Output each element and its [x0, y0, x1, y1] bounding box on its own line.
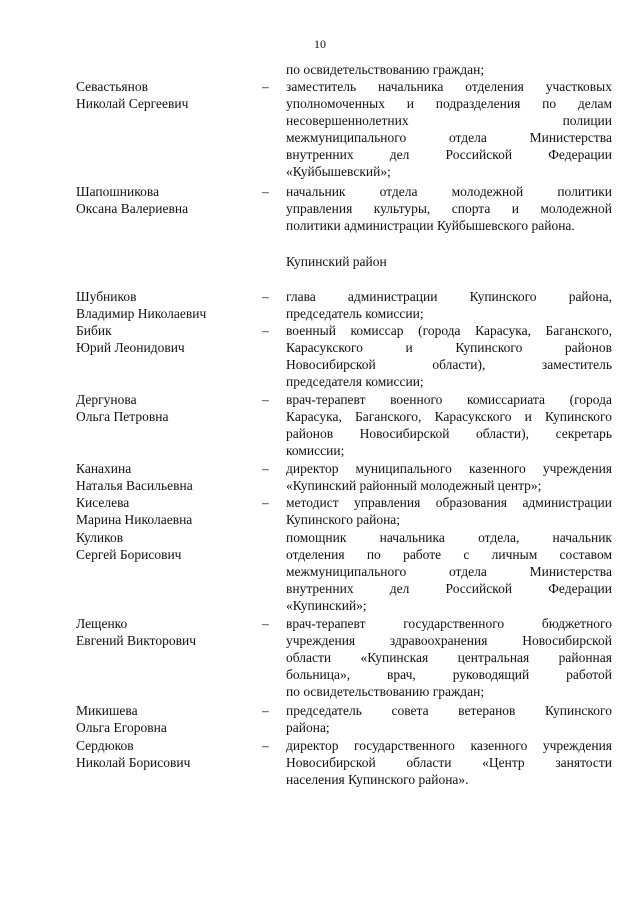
member-description: военный комиссар (города Карасука, Баганского, Карасукского и Купинского районов Новосибирской области), заместитель председателя комиссии; — [286, 323, 612, 389]
member-name: Дергунова Ольга Петровна — [76, 392, 169, 424]
member-name: Шапошникова Оксана Валериевна — [76, 184, 189, 216]
dash: – — [262, 289, 269, 304]
member-name: Сердюков Николай Борисович — [76, 738, 191, 770]
member-description: глава администрации Купинского района, председатель комиссии; — [286, 289, 612, 321]
member-description: методист управления образования администрации Купинского района; — [286, 495, 612, 527]
member-description: начальник отдела молодежной политики управления культуры, спорта и молодежной политики администрации Куйбышевского района. — [286, 184, 612, 233]
dash: – — [262, 184, 269, 199]
dash: – — [262, 703, 269, 718]
member-description: директор государственного казенного учреждения Новосибирской области «Центр занятости населения Купинского района». — [286, 738, 612, 787]
continuation-text: по освидетельствованию граждан; — [286, 62, 485, 77]
member-description: помощник начальника отдела, начальник отделения по работе с личным составом межмуниципального отдела Министерства внутренних дел Российской Федерации «Купинский»; — [286, 530, 612, 613]
member-name: Киселева Марина Николаевна — [76, 495, 193, 527]
member-description: председатель совета ветеранов Купинского района; — [286, 703, 612, 735]
member-name: Микишева Ольга Егоровна — [76, 703, 167, 735]
dash: – — [262, 79, 269, 94]
member-description: заместитель начальника отделения участковых уполномоченных и подразделения по делам несовершеннолетних полиции межмуниципального отдела Министерства внутренних дел Российской Федерации «Куйбышевский»; — [286, 79, 612, 179]
dash: – — [262, 616, 269, 631]
dash: – — [262, 495, 269, 510]
page-number: 10 — [314, 37, 326, 51]
dash: – — [262, 392, 269, 407]
dash: – — [262, 738, 269, 753]
member-description: врач-терапевт военного комиссариата (города Карасука, Баганского, Карасукского и Купинского районов Новосибирской области), секретарь комиссии; — [286, 392, 612, 458]
member-description: врач-терапевт государственного бюджетного учреждения здравоохранения Новосибирской области «Купинская центральная районная больница», врач, руководящий работой по освидетельствованию граждан; — [286, 616, 612, 699]
dash: – — [262, 461, 269, 476]
member-name: Куликов Сергей Борисович — [76, 530, 182, 562]
member-name: Бибик Юрий Леонидович — [76, 323, 185, 355]
member-name: Канахина Наталья Васильевна — [76, 461, 193, 493]
member-name: Шубников Владимир Николаевич — [76, 289, 207, 321]
member-name: Севастьянов Николай Сергеевич — [76, 79, 189, 111]
member-description: директор муниципального казенного учреждения «Купинский районный молодежный центр»; — [286, 461, 612, 493]
dash: – — [262, 323, 269, 338]
section-heading: Купинский район — [286, 254, 387, 269]
member-name: Лещенко Евгений Викторович — [76, 616, 196, 648]
